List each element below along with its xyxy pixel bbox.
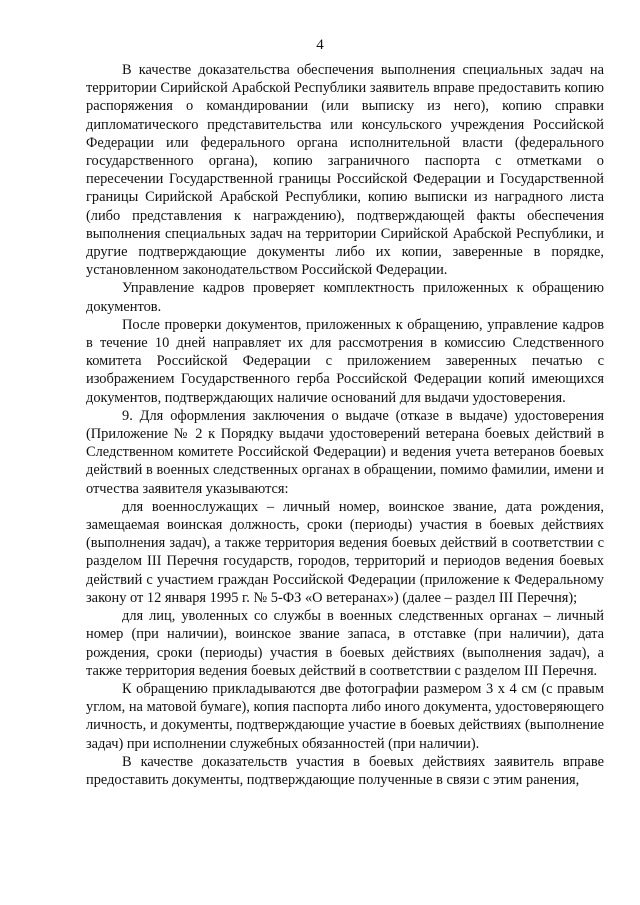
paragraph-after-check: После проверки документов, приложенных к обращению, управление кадров в течение 10 дней направляет их для рассмотрения в комиссию Следственного комитета Российской Федерации с приложением заверенных печатью с изображением Государственного герба Российской Федерации копий имеющихся документов, подтверждающих наличие оснований для выдачи удостоверения.	[86, 316, 604, 406]
paragraph-syria-evidence: В качестве доказательства обеспечения выполнения специальных задач на территории Сирийской Арабской Республики заявитель вправе предоставить копию распоряжения о командировании (или выписку из него), копию справки дипломатического представительства или консульского учреждения Российской Федерации или федерального органа исполнительной власти (федерального государственного органа), копию заграничного паспорта с отметками о пересечении Государственной границы Российской Федерации и Государственной границы Сирийской Арабской Республики, копию выписки из наградного листа (либо представления к награждению), подтверждающей факты обеспечения выполнения специальных задач на территории Сирийской Арабской Республики, и другие подтверждающие документы либо их копии, заверенные в порядке, установленном законодательством Российской Федерации.	[86, 62, 604, 279]
paragraph-servicemen: для военнослужащих – личный номер, воинское звание, дата рождения, замещаемая воинская должность, сроки (периоды) участия в боевых действиях (выполнения задач), а также территория ведения боевых действий в соответствии с разделом III Перечня государств, городов, территорий и периодов ведения боевых действий с участием граждан Российской Федерации (приложение к Федеральному закону от 12 января 1995 г. № 5-ФЗ «О ветеранах») (далее – раздел III Перечня);	[86, 498, 604, 606]
paragraph-item-9: 9. Для оформления заключения о выдаче (отказе в выдаче) удостоверения (Приложение № 2 к Порядку выдачи удостоверений ветерана боевых действий в Следственном комитете Российской Федерации) и ведения учета ветеранов боевых действий в военных следственных органах в обращении, помимо фамилии, имени и отчества заявителя указываются:	[86, 407, 604, 497]
paragraph-dismissed: для лиц, уволенных со службы в военных следственных органах – личный номер (при наличии), воинское звание запаса, в отставке (при наличии), дата рождения, сроки (периоды) участия в боевых действиях (выполнения задач), а также территория ведения боевых действий в соответствии с разделом III Перечня.	[86, 608, 604, 679]
document-body	[86, 61, 604, 789]
paragraph-combat-evidence: В качестве доказательств участия в боевых действиях заявитель вправе предоставить документы, подтверждающие полученные в связи с этим ранения,	[86, 753, 604, 788]
page-number: 4	[316, 37, 324, 53]
paragraph-photos: К обращению прикладываются две фотографии размером 3 х 4 см (с правым углом, на матовой бумаге), копия паспорта либо иного документа, удостоверяющего личность, и документы, подтверждающие участие в боевых действиях (выполнение задач) при исполнении служебных обязанностей (при наличии).	[86, 680, 604, 752]
paragraph-hr-check: Управление кадров проверяет комплектность приложенных к обращению документов.	[86, 280, 604, 315]
